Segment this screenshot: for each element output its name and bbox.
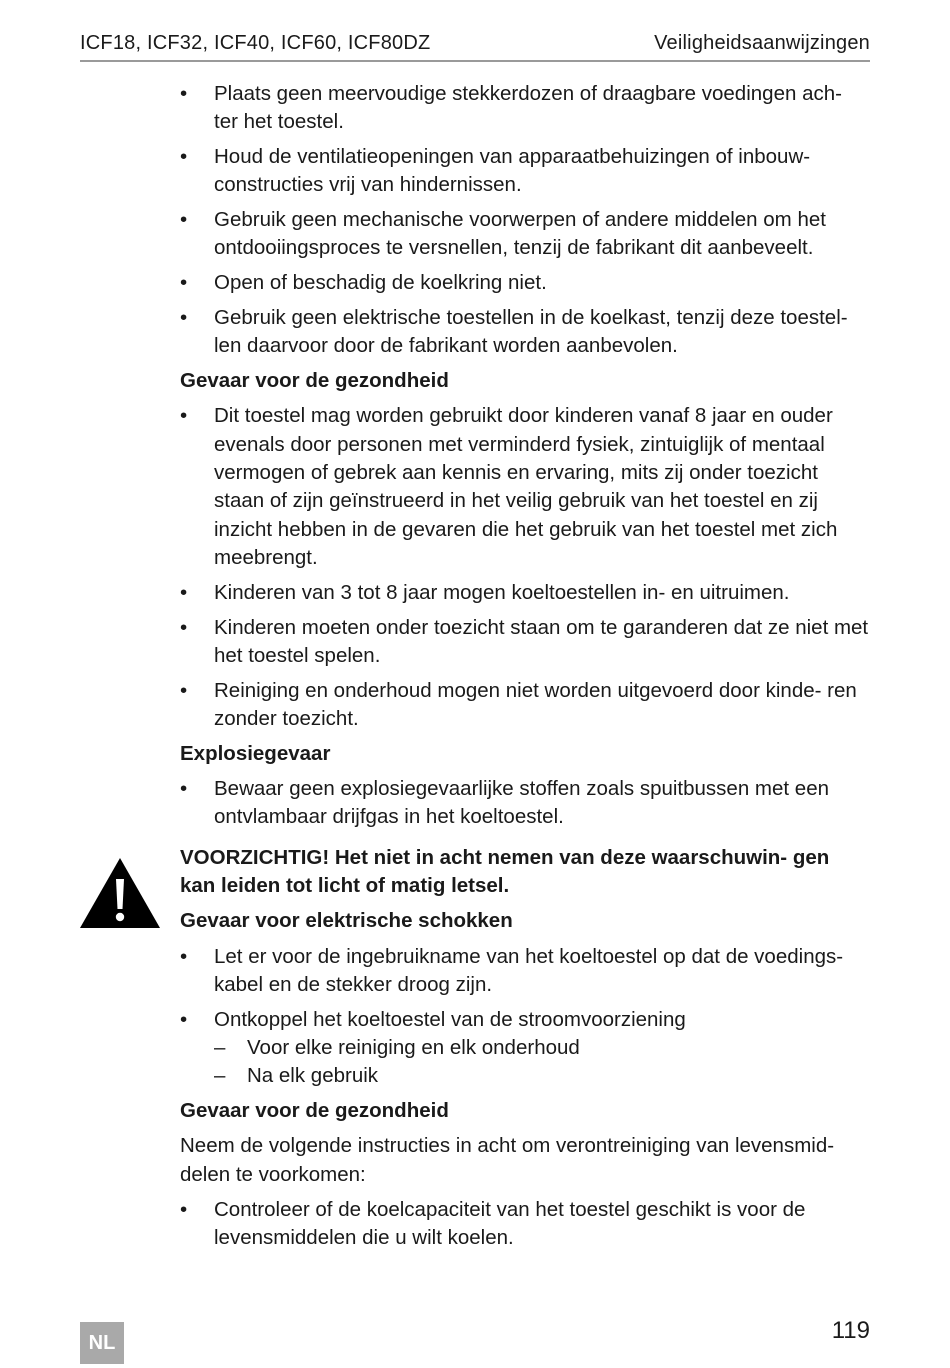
language-badge: NL	[80, 1322, 124, 1364]
bullet-list-health	[180, 402, 870, 733]
page-header	[80, 30, 870, 62]
list-item	[180, 1006, 870, 1091]
list-item	[180, 775, 870, 832]
bullet: •	[180, 404, 188, 428]
bullet-list-general	[180, 80, 870, 361]
list-item-text: Controleer of de koelcapaciteit van het toestel geschikt is voor de levensmiddelen die u wilt koelen.	[214, 1197, 806, 1250]
list-item-text: Kinderen van 3 tot 8 jaar mogen koeltoestellen in- en uitruimen.	[214, 580, 790, 604]
sublist-item	[214, 1062, 870, 1090]
heading-explosion-hazard: Explosiegevaar	[180, 741, 331, 765]
caution-warning: VOORZICHTIG! Het niet in acht nemen van deze waarschuwin- gen kan leiden tot licht of matig letsel.	[180, 845, 830, 897]
list-item	[180, 677, 870, 734]
list-item-text: Houd de ventilatieopeningen van apparaatbehuizingen of inbouw- constructies vrij van hindernissen.	[214, 145, 811, 197]
bullet: •	[180, 306, 188, 330]
list-item-text: Dit toestel mag worden gebruikt door kinderen vanaf 8 jaar en ouder evenals door personen met verminderd fysiek, zintuiglijk of mentaal vermogen of gebrek aan kennis en ervaring, mits zij onder toezicht staan of zijn geïnstrueerd in het veilig gebruik van het toestel en zij inzicht hebben in de gevaren die het gebruik van het toestel met zich meebrengt.	[214, 404, 838, 569]
page-content	[180, 80, 870, 1259]
list-item	[180, 614, 870, 671]
heading-health-hazard: Gevaar voor de gezondheid	[180, 369, 449, 393]
list-item	[180, 80, 870, 137]
list-item	[180, 402, 870, 572]
bullet: •	[180, 1007, 188, 1031]
bullet: •	[180, 615, 188, 639]
bullet: •	[180, 145, 188, 169]
bullet-list-electric	[180, 943, 870, 1091]
section-title: Veiligheidsaanwijzingen	[654, 32, 870, 54]
bullet: •	[180, 271, 188, 295]
bullet: •	[180, 82, 188, 105]
dash: –	[214, 1064, 226, 1088]
instruction-paragraph: Neem de volgende instructies in acht om verontreiniging van levensmid- delen te voorkomen:	[180, 1134, 835, 1186]
bullet: •	[180, 678, 188, 702]
list-item-text: Gebruik geen elektrische toestellen in de koelkast, tenzij deze toestel- len daarvoor door de fabrikant worden aanbevolen.	[214, 306, 848, 358]
list-item	[180, 943, 870, 1000]
list-item	[180, 206, 870, 263]
bullet-list-explosion	[180, 775, 870, 832]
list-item-text: Reiniging en onderhoud mogen niet worden uitgevoerd door kinde- ren zonder toezicht.	[214, 678, 857, 730]
list-item	[180, 304, 870, 361]
list-item	[180, 579, 870, 607]
bullet: •	[180, 1197, 188, 1221]
heading-electric-shock: Gevaar voor elektrische schokken	[180, 909, 513, 933]
bullet: •	[180, 777, 188, 801]
dash: –	[214, 1035, 226, 1059]
bullet: •	[180, 580, 188, 604]
list-item-text: Ontkoppel het koeltoestel van de stroomvoorziening	[214, 1007, 686, 1031]
bullet-list-food	[180, 1196, 870, 1253]
warning-triangle-icon	[79, 857, 161, 929]
heading-health-hazard-2: Gevaar voor de gezondheid	[180, 1099, 449, 1122]
list-item	[180, 143, 870, 200]
list-item-text: Kinderen moeten onder toezicht staan om te garanderen dat ze niet met het toestel spelen.	[214, 615, 869, 667]
sublist-item	[214, 1034, 870, 1062]
model-numbers: ICF18, ICF32, ICF40, ICF60, ICF80DZ	[80, 32, 431, 54]
list-item-text: Open of beschadig de koelkring niet.	[214, 271, 547, 295]
page-number: 119	[831, 1317, 870, 1344]
bullet: •	[180, 944, 188, 968]
list-item-text: Gebruik geen mechanische voorwerpen of andere middelen om het ontdooiingsproces te versnellen, tenzij de fabrikant dit aanbeveelt.	[214, 208, 826, 260]
sublist-item-text: Voor elke reiniging en elk onderhoud	[247, 1035, 580, 1059]
dash-sublist	[214, 1034, 870, 1091]
list-item	[180, 1196, 870, 1253]
list-item-text: Bewaar geen explosiegevaarlijke stoffen zoals spuitbussen met een ontvlambaar drijfgas in het koeltoestel.	[214, 777, 829, 829]
list-item	[180, 269, 870, 297]
list-item-text: Plaats geen meervoudige stekkerdozen of draagbare voedingen ach- ter het toestel.	[214, 82, 842, 134]
sublist-item-text: Na elk gebruik	[247, 1064, 379, 1088]
list-item-text: Let er voor de ingebruikname van het koeltoestel op dat de voedings- kabel en de stekker droog zijn.	[214, 944, 844, 996]
bullet: •	[180, 208, 188, 232]
